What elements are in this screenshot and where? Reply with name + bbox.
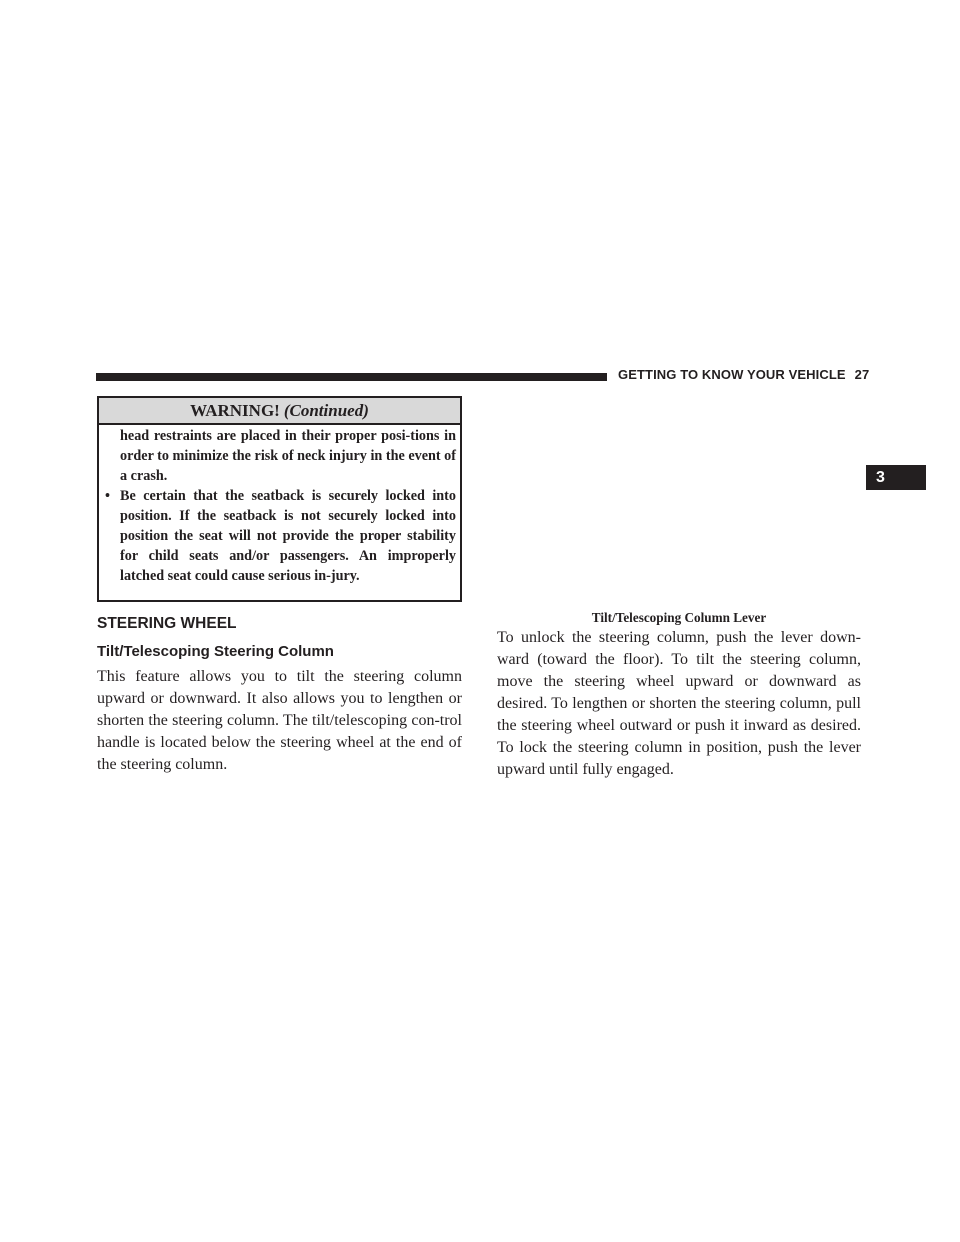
subsection-heading: Tilt/Telescoping Steering Column xyxy=(97,643,334,660)
header-rule xyxy=(96,373,607,381)
chapter-tab: 3 xyxy=(866,465,926,490)
warning-box xyxy=(97,396,462,602)
warning-body xyxy=(99,425,460,586)
warning-bullet-text: Be certain that the seatback is securely locked into position. If the seatback is not securely locked into position the seat will not provide the proper stability for child seats and/or passengers. An improperly latched seat could cause serious in-jury. xyxy=(120,488,456,584)
body-paragraph-left: This feature allows you to tilt the steering column upward or downward. It also allows you to lengthen or shorten the steering column. The tilt/telescoping con-trol handle is located below the steering wheel at the end of the steering column. xyxy=(97,668,462,773)
warning-paragraph: head restraints are placed in their proper posi-tions in order to minimize the risk of neck injury in the event of a crash. xyxy=(120,428,456,484)
page-number: 27 xyxy=(854,367,870,382)
bullet-icon: • xyxy=(105,488,110,504)
body-paragraph-right: To unlock the steering column, push the lever down-ward (toward the floor). To tilt the steering column, move the steering wheel upward or downward as desired. To lengthen or shorten the steering column, pull the steering wheel outward or push it inward as desired. To lock the steering column in position, push the lever upward until fully engaged. xyxy=(497,629,861,778)
section-title: GETTING TO KNOW YOUR VEHICLE xyxy=(618,367,846,382)
figure-caption: Tilt/Telescoping Column Lever xyxy=(591,610,767,625)
running-header xyxy=(618,367,869,382)
section-heading: STEERING WHEEL xyxy=(97,615,237,632)
warning-header xyxy=(99,398,460,425)
warning-bullet-item xyxy=(105,486,456,586)
warning-continued: (Continued) xyxy=(283,401,369,420)
warning-title: WARNING! xyxy=(190,401,280,420)
